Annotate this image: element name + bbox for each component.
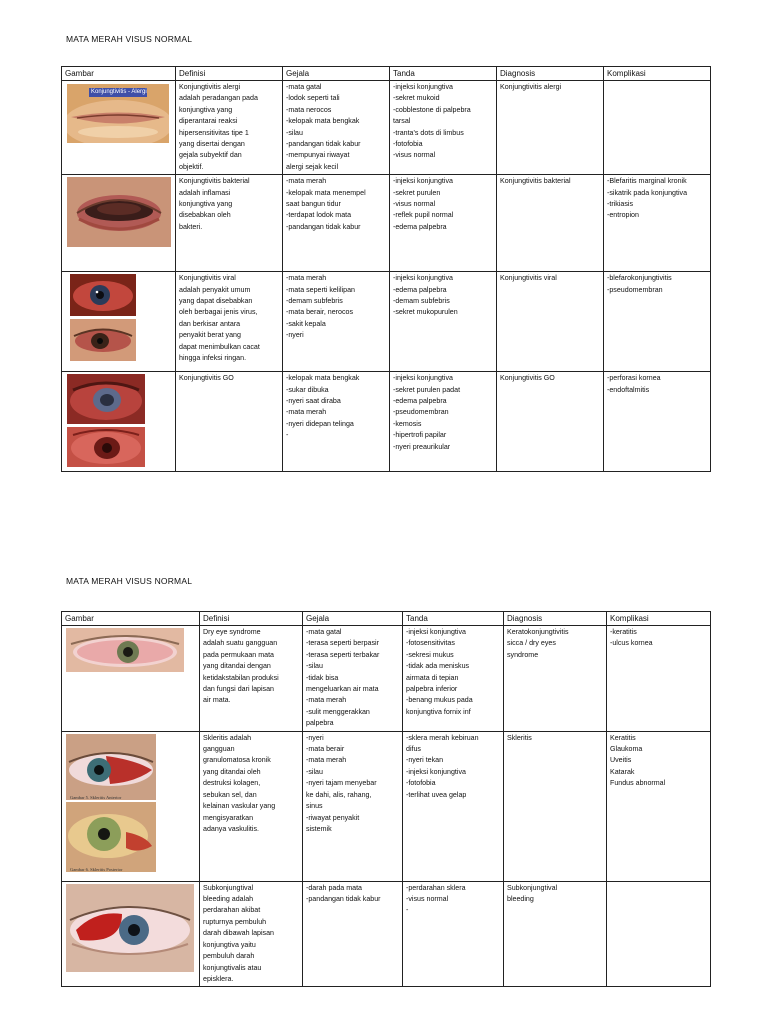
image-caption-posterior: Gambar 6. Skleritis Posterior: [70, 866, 123, 872]
cell-diagnosis: Subkonjungtival bleeding: [504, 881, 607, 987]
cell-komplikasi: -keratitis -ulcus kornea: [607, 626, 711, 732]
eye-image-subconjunctival: [66, 884, 194, 972]
cell-gambar: [62, 81, 176, 175]
cell-komplikasi: [607, 881, 711, 987]
table-row: [62, 372, 711, 472]
cell-gejala: -kelopak mata bengkak -sukar dibuka -nyeri saat diraba -mata merah -nyeri didepan telinga -: [283, 372, 390, 472]
table-row: [62, 626, 711, 732]
eye-image-allergic: [67, 84, 169, 143]
section-title-bottom: MATA MERAH VISUS NORMAL: [66, 576, 193, 586]
header-tanda: Tanda: [403, 612, 504, 626]
header-gambar: Gambar: [62, 67, 176, 81]
cell-gejala: -mata gatal -lodok seperti tali -mata nerocos -kelopak mata bengkak -silau -pandangan tidak kabur -mempunyai riwayat alergi sejak kecil: [283, 81, 390, 175]
eye-image-viral-1: [70, 274, 136, 316]
cell-tanda: -injeksi konjungtiva -edema palpebra -demam subfebris -sekret mukopurulen: [390, 272, 497, 372]
cell-diagnosis: Konjungtivitis alergi: [497, 81, 604, 175]
cell-definisi: Konjungtivitis alergi adalah peradangan pada konjungtiva yang diperantarai reaksi hipersensitivitas tipe 1 yang disertai dengan gejala subyektif dan objektif.: [176, 81, 283, 175]
table-mata-merah: [61, 611, 711, 987]
cell-gejala: -darah pada mata -pandangan tidak kabur: [303, 881, 403, 987]
cell-komplikasi: Keratitis Glaukoma Uveitis Katarak Fundus abnormal: [607, 731, 711, 881]
eye-image-viral-2: [70, 319, 136, 361]
cell-tanda: -injeksi konjungtiva -sekret purulen -visus normal -reflek pupil normal -edema palpebra: [390, 175, 497, 272]
eye-image-scleritis-anterior: [66, 734, 156, 800]
header-diagnosis: Diagnosis: [497, 67, 604, 81]
cell-definisi: Subkonjungtival bleeding adalah perdarahan akibat rupturnya pembuluh darah dibawah lapisan konjungtiva yaitu pembuluh darah konjungtivalis atau episklera.: [200, 881, 303, 987]
eye-image-go-2: [67, 427, 145, 467]
table-row: [62, 731, 711, 881]
cell-definisi: Konjungtivitis bakterial adalah inflamasi konjungtiva yang disebabkan oleh bakteri.: [176, 175, 283, 272]
cell-gambar: [62, 881, 200, 987]
table-header-row: [62, 612, 711, 626]
header-gejala: Gejala: [283, 67, 390, 81]
table-row: [62, 81, 711, 175]
cell-tanda: -sklera merah kebiruan difus -nyeri tekan -injeksi konjungtiva -fotofobia -terlihat uvea gelap: [403, 731, 504, 881]
eye-image-dry-eye: [66, 628, 184, 672]
cell-definisi: Skleritis adalah gangguan granulomatosa kronik yang ditandai oleh destruksi kolagen, sebukan sel, dan kelainan vaskular yang mengisyaratkan adanya vaskulitis.: [200, 731, 303, 881]
header-komplikasi: Komplikasi: [604, 67, 711, 81]
cell-tanda: -perdarahan sklera -visus normal -: [403, 881, 504, 987]
cell-gejala: -nyeri -mata berair -mata merah -silau -nyeri tajam menyebar ke dahi, alis, rahang, sinus -riwayat penyakit sistemik: [303, 731, 403, 881]
cell-diagnosis: Konjungtivitis viral: [497, 272, 604, 372]
cell-gambar: [62, 372, 176, 472]
table-row: [62, 272, 711, 372]
cell-gambar: [62, 731, 200, 881]
cell-diagnosis: Keratokonjungtivitis sicca / dry eyes syndrome: [504, 626, 607, 732]
cell-tanda: -injeksi konjungtiva -fotosensitivitas -sekresi mukus -tidak ada meniskus airmata di tepian palpebra inferior -benang mukus pada konjungtiva fornix inf: [403, 626, 504, 732]
cell-gejala: -mata merah -kelopak mata menempel saat bangun tidur -terdapat lodok mata -pandangan tidak kabur: [283, 175, 390, 272]
eye-image-go-1: [67, 374, 145, 424]
header-komplikasi: Komplikasi: [607, 612, 711, 626]
cell-gambar: [62, 626, 200, 732]
cell-gambar: [62, 272, 176, 372]
cell-komplikasi: -perforasi kornea -endoftalmitis: [604, 372, 711, 472]
table-konjungtivitis: [61, 66, 711, 472]
cell-gejala: -mata merah -mata seperti kelilipan -demam subfebris -mata berair, nerocos -sakit kepala -nyeri: [283, 272, 390, 372]
table-header-row: [62, 67, 711, 81]
cell-definisi: Konjungtivitis viral adalah penyakit umum yang dapat disebabkan oleh berbagai jenis virus, dan berkisar antara penyakit berat yang dapat menimbulkan cacat hingga infeksi ringan.: [176, 272, 283, 372]
cell-komplikasi: -blefarokonjungtivitis -pseudomembran: [604, 272, 711, 372]
cell-diagnosis: Konjungtivitis bakterial: [497, 175, 604, 272]
cell-definisi: Konjungtivitis GO: [176, 372, 283, 472]
header-definisi: Definisi: [200, 612, 303, 626]
cell-diagnosis: Skleritis: [504, 731, 607, 881]
cell-definisi: Dry eye syndrome adalah suatu gangguan pada permukaan mata yang ditandai dengan ketidakstabilan produksi dan fungsi dari lapisan air mata.: [200, 626, 303, 732]
header-diagnosis: Diagnosis: [504, 612, 607, 626]
header-definisi: Definisi: [176, 67, 283, 81]
table-row: [62, 881, 711, 987]
section-title-top: MATA MERAH VISUS NORMAL: [66, 34, 193, 44]
eye-image-bacterial: [67, 177, 171, 247]
header-gejala: Gejala: [303, 612, 403, 626]
image-caption-anterior: Gambar 5. Skleritis Anterior: [70, 794, 122, 800]
cell-komplikasi: -Blefaritis marginal kronik -sikatrik pada konjungtiva -trikiasis -entropion: [604, 175, 711, 272]
eye-image-scleritis-posterior: [66, 802, 156, 872]
header-gambar: Gambar: [62, 612, 200, 626]
image-label: Konjungtivitis - Alergi: [91, 89, 147, 95]
cell-gambar: [62, 175, 176, 272]
cell-komplikasi: [604, 81, 711, 175]
cell-tanda: -injeksi konjungtiva -sekret purulen padat -edema palpebra -pseudomembran -kemosis -hipertrofi papilar -nyeri preaurikular: [390, 372, 497, 472]
header-tanda: Tanda: [390, 67, 497, 81]
cell-tanda: -injeksi konjungtiva -sekret mukoid -cobblestone di palpebra tarsal -tranta's dots di limbus -fotofobia -visus normal: [390, 81, 497, 175]
cell-gejala: -mata gatal -terasa seperti berpasir -terasa seperti terbakar -silau -tidak bisa mengeluarkan air mata -mata merah -sulit menggerakkan palpebra: [303, 626, 403, 732]
cell-diagnosis: Konjungtivitis GO: [497, 372, 604, 472]
table-row: [62, 175, 711, 272]
